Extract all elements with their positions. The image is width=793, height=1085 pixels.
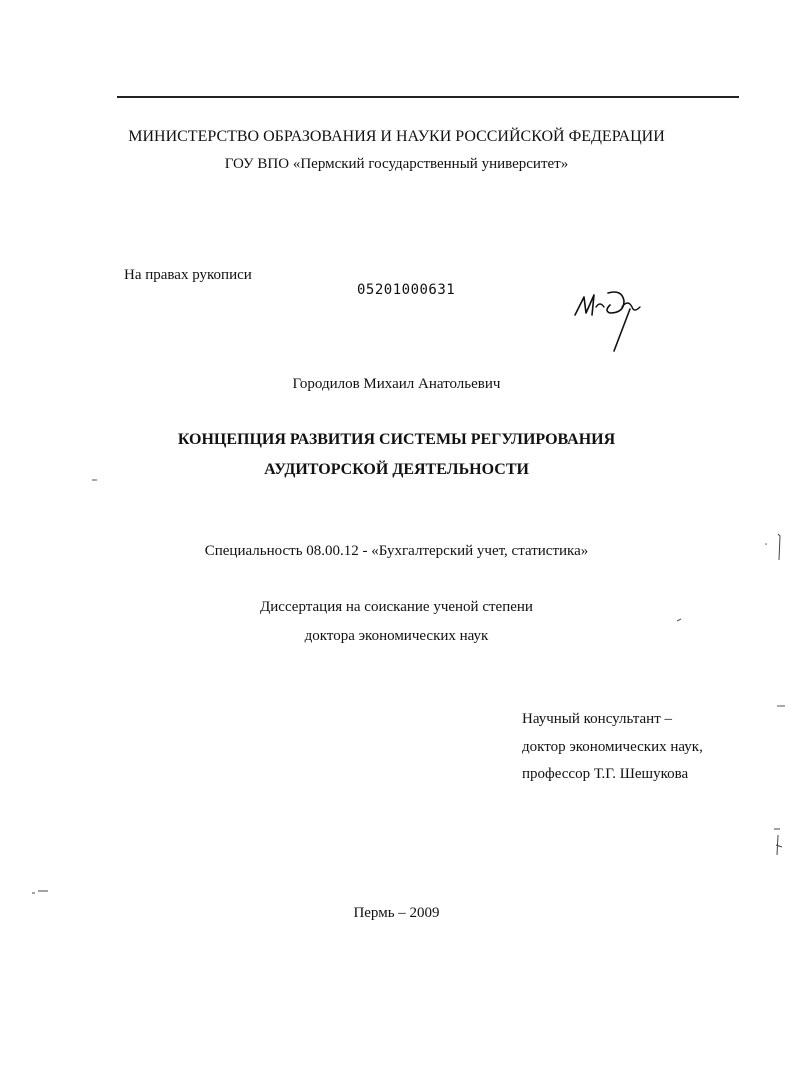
scan-mark: [675, 616, 685, 624]
scan-mark: [30, 885, 54, 897]
dissertation-line-1: Диссертация на соискание ученой степени: [260, 599, 533, 615]
specialty: Специальность 08.00.12 - «Бухгалтерский учет, статистика»: [204, 543, 589, 559]
ministry-heading: МИНИСТЕРСТВО ОБРАЗОВАНИЯ И НАУКИ РОССИЙСКОЙ ФЕДЕРАЦИИ: [128, 128, 665, 145]
dissertation-line-2: доктора экономических наук: [304, 628, 489, 644]
scan-mark: [760, 825, 790, 865]
title-line-1: КОНЦЕПЦИЯ РАЗВИТИЯ СИСТЕМЫ РЕГУЛИРОВАНИЯ: [177, 431, 616, 448]
consultant-line-3: профессор Т.Г. Шешукова: [522, 766, 689, 782]
scan-mark: [775, 700, 787, 712]
author-name: Городилов Михаил Анатольевич: [292, 376, 501, 392]
manuscript-note: На правах рукописи: [124, 267, 252, 283]
city-year: Пермь – 2009: [353, 905, 440, 921]
scan-mark: [760, 530, 790, 570]
title-line-2: АУДИТОРСКОЙ ДЕЯТЕЛЬНОСТИ: [264, 461, 529, 478]
top-rule: [117, 96, 739, 98]
scan-mark: [90, 476, 100, 484]
consultant-line-2: доктор экономических наук,: [522, 739, 703, 755]
signature-icon: [570, 285, 650, 355]
consultant-line-1: Научный консультант –: [522, 711, 672, 727]
university-name: ГОУ ВПО «Пермский государственный университет»: [224, 156, 569, 172]
registration-number: 05201000631: [357, 282, 456, 298]
